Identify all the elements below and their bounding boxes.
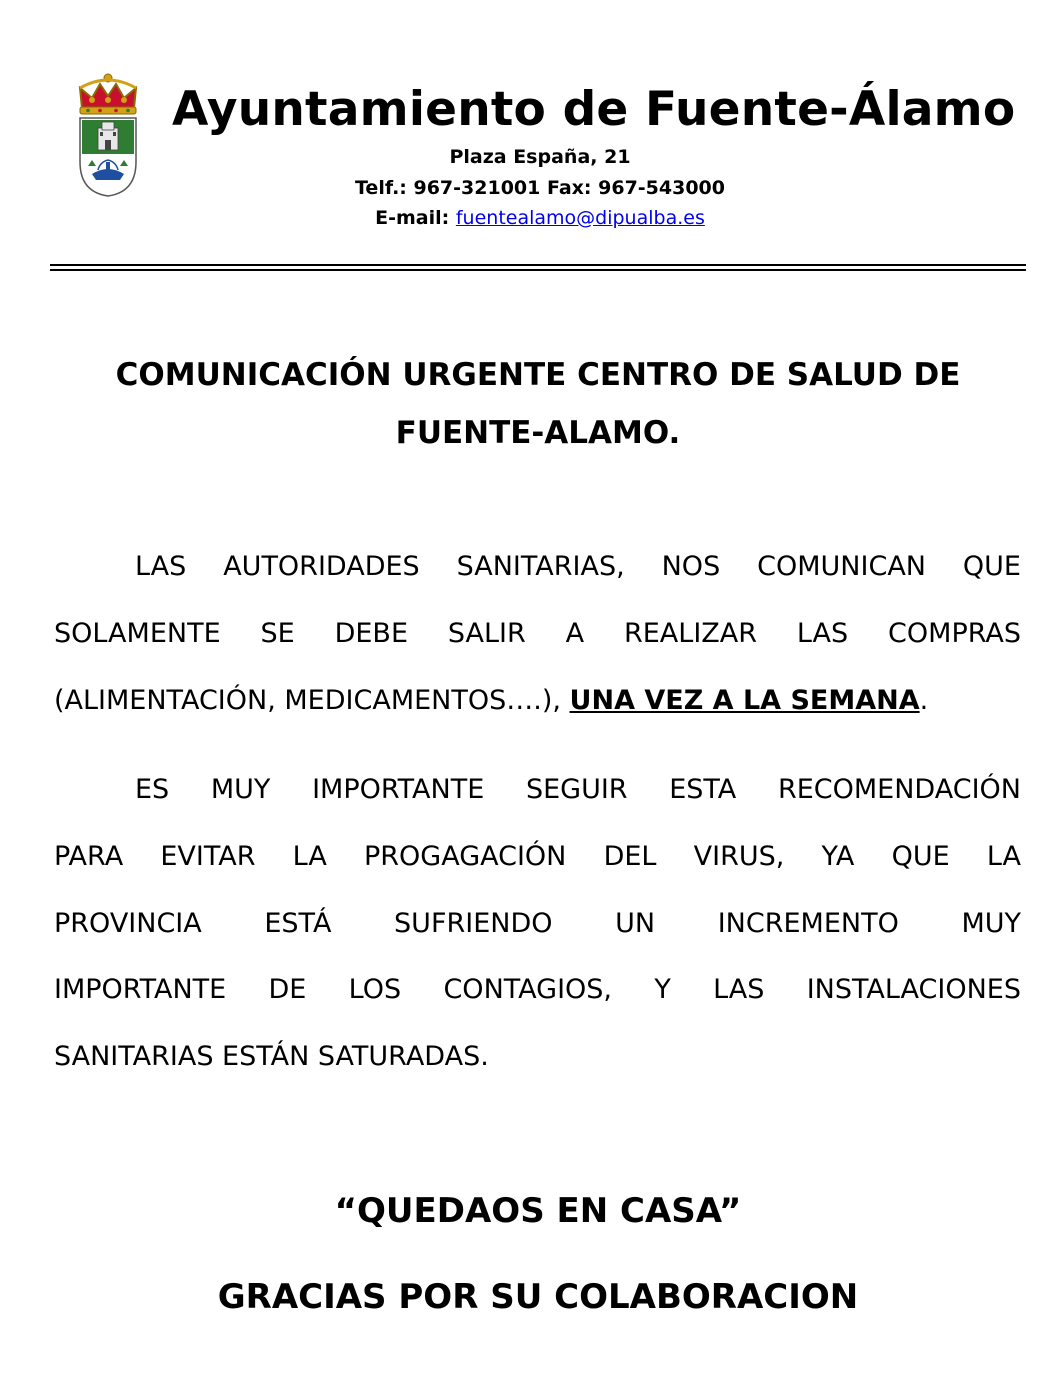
paragraph1-line1: LAS AUTORIDADES SANITARIAS, NOS COMUNICAN QUE — [135, 551, 1021, 582]
paragraph2-line5: SANITARIAS ESTÁN SATURADAS. — [54, 1041, 489, 1072]
paragraph1-line3 — [54, 683, 1021, 719]
notice-headline-line2: FUENTE-ALAMO. — [395, 415, 681, 451]
notice-headline-line1: COMUNICACIÓN URGENTE CENTRO DE SALUD DE — [115, 357, 961, 393]
paragraph2-line4: IMPORTANTE DE LOS CONTAGIOS, Y LAS INSTALACIONES — [54, 974, 1021, 1005]
paragraph1-line3-end: . — [919, 685, 929, 716]
shield-icon — [80, 118, 136, 196]
email-line — [260, 206, 820, 230]
crown-icon — [80, 74, 136, 114]
paragraph1-line2: SOLAMENTE SE DEBE SALIR A REALIZAR LAS COMPRAS — [54, 618, 1021, 649]
municipality-title: Ayuntamiento de Fuente-Álamo — [172, 82, 1016, 137]
header-divider-top — [50, 264, 1026, 266]
paragraph1-line3-start: (ALIMENTACIÓN, MEDICAMENTOS….), — [54, 685, 561, 716]
phone-fax-line: Telf.: 967-321001 Fax: 967-543000 — [355, 177, 725, 199]
thanks-line: GRACIAS POR SU COLABORACION — [217, 1277, 859, 1317]
header-divider-bottom — [50, 269, 1026, 271]
email-label: E-mail: — [375, 207, 450, 229]
once-a-week-emphasis: UNA VEZ A LA SEMANA — [569, 685, 920, 716]
stay-home-slogan: “QUEDAOS EN CASA” — [334, 1191, 742, 1231]
coat-of-arms-icon — [72, 70, 144, 200]
email-link[interactable]: fuentealamo@dipualba.es — [455, 207, 705, 229]
address-line: Plaza España, 21 — [449, 146, 631, 168]
paragraph2-line2: PARA EVITAR LA PROGAGACIÓN DEL VIRUS, YA QUE LA — [54, 841, 1021, 872]
paragraph2-line3: PROVINCIA ESTÁ SUFRIENDO UN INCREMENTO MUY — [54, 908, 1021, 939]
paragraph2-line1: ES MUY IMPORTANTE SEGUIR ESTA RECOMENDACIÓN — [135, 774, 1021, 805]
